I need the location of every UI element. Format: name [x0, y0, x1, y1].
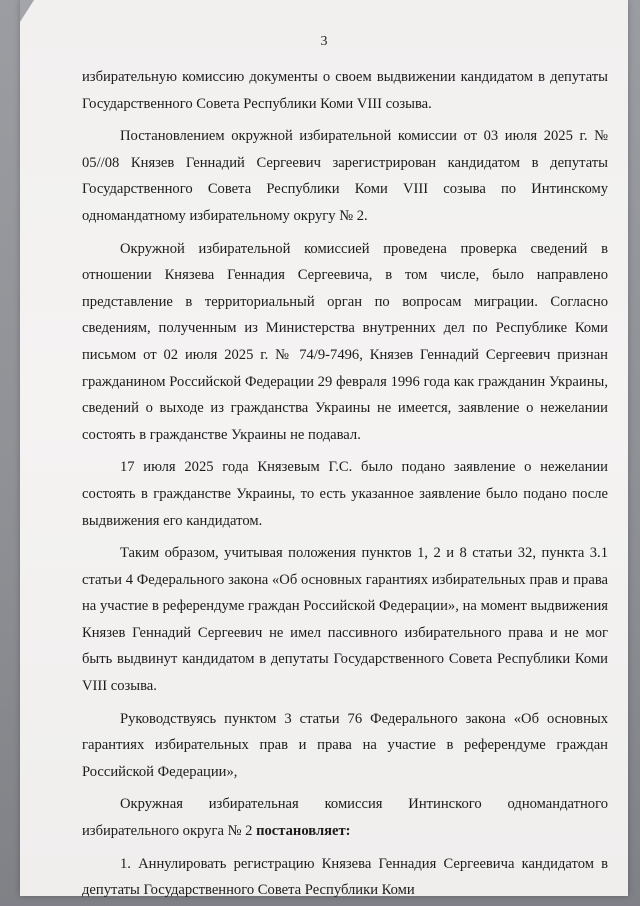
paragraph-verification: Окружной избирательной комиссией проведена проверка сведений в отношении Князева Геннадия Сергеевича, в том числе, было направлено представление в территориальный орган по вопросам миграции. Согласно сведениям, полученным из Министерства внутренних дел по Республике Коми письмом от 02 июля 2025 г. № 74/9-7496, Князев Геннадий Сергеевич признан гражданином Российской Федерации 29 февраля 1996 года как гражданин Украины, сведений о выходе из гражданства Украины не имеется, заявление о нежелании состоять в гражданстве Украины не подавал. [82, 240, 608, 443]
page-number: 3 [320, 34, 328, 49]
folded-corner [20, 0, 34, 22]
document-page [20, 0, 628, 899]
paragraph-registration: Постановлением окружной избирательной комиссии от 03 июля 2025 г. № 05//08 Князев Геннадий Сергеевич зарегистрирован кандидатом в депутаты Государственного Совета Республики Коми VIII созыва по Интинскому одномандатному избирательному округу № 2. [82, 128, 608, 224]
paragraph-resolution [82, 791, 608, 844]
document-body [82, 64, 608, 906]
paragraph-legal-basis: Руководствуясь пунктом 3 статьи 76 Федерального закона «Об основных гарантиях избирательных прав и права на участие в референдуме граждан Российской Федерации», [82, 710, 608, 780]
resolution-text: Окружная избирательная комиссия Интинского одномандатного избирательного округа № 2 [82, 796, 608, 840]
paragraph-statement: 17 июля 2025 года Князевым Г.С. было подано заявление о нежелании состоять в гражданстве Украины, то есть указанное заявление было подано после выдвижения его кандидатом. [82, 459, 608, 529]
paragraph-conclusion: Таким образом, учитывая положения пунктов 1, 2 и 8 статьи 32, пункта 3.1 статьи 4 Федерального закона «Об основных гарантиях избирательных прав и права на участие в референдуме граждан Российской Федерации», на момент выдвижения Князев Геннадий Сергеевич не имел пассивного избирательного права и не мог быть выдвинут кандидатом в депутаты Государственного Совета Республики Коми VIII созыва. [82, 545, 608, 695]
list-item-1 [82, 851, 608, 904]
list-item-text: Аннулировать регистрацию Князева Геннадия Сергеевича кандидатом в депутаты Государственного Совета Республики Коми [82, 855, 608, 899]
resolution-keyword: постановляет: [256, 823, 351, 840]
paragraph-continuation: избирательную комиссию документы о своем выдвижении кандидатом в депутаты Государственного Совета Республики Коми VIII созыва. [82, 69, 608, 112]
list-item-number: 1. [120, 855, 131, 872]
